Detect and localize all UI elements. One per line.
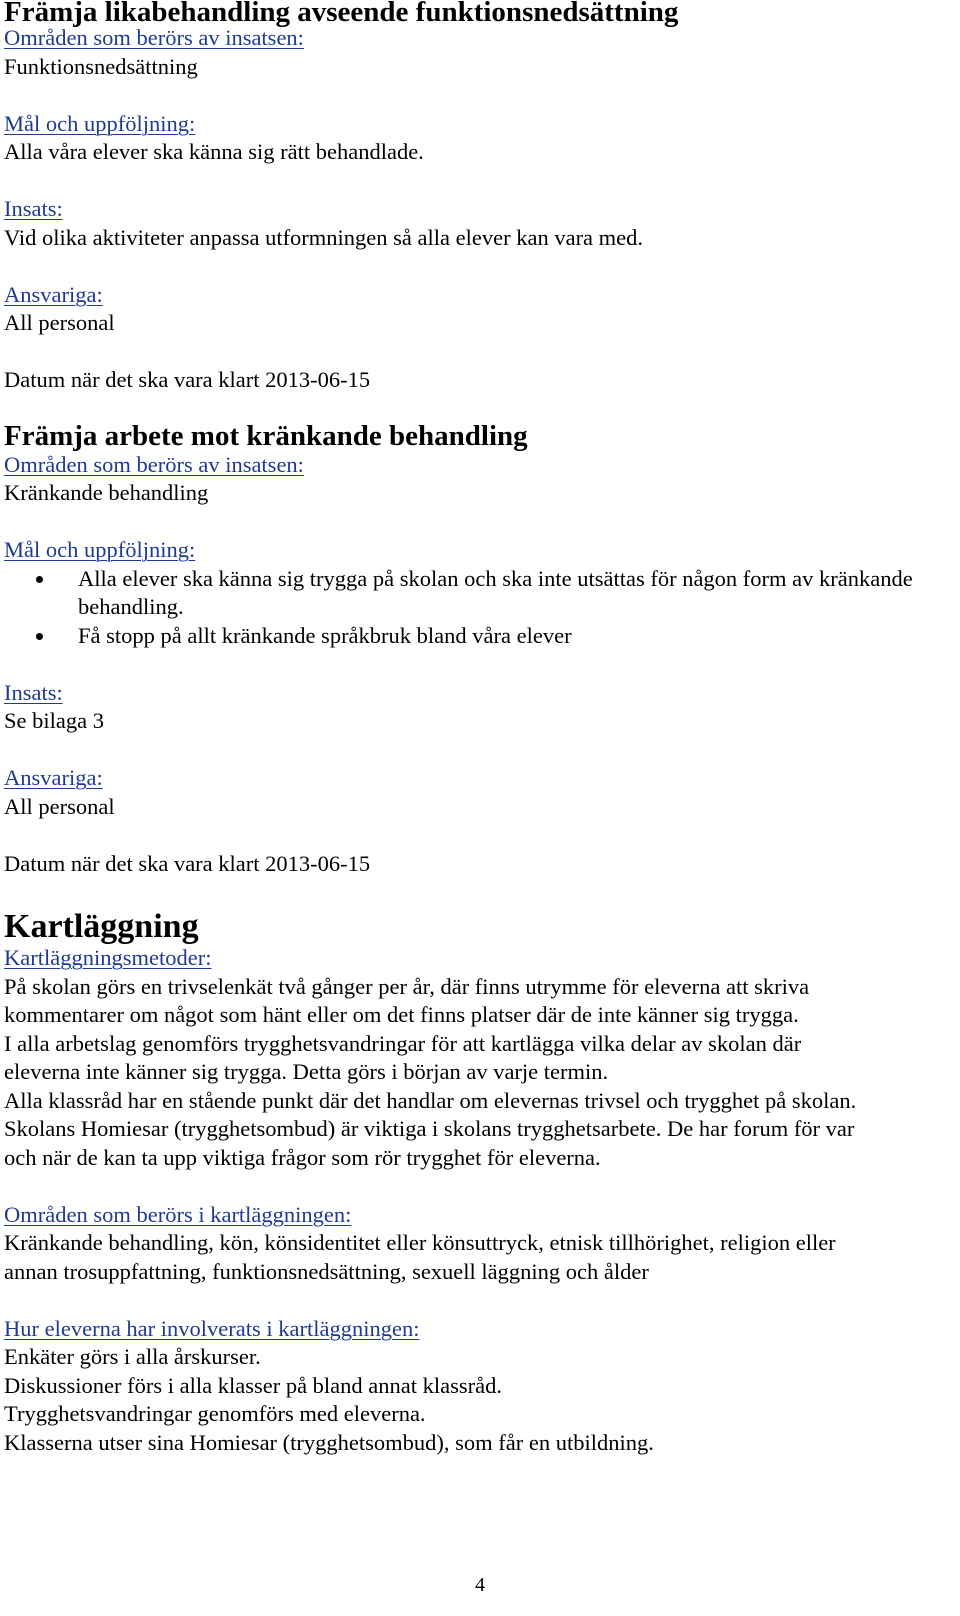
document-page [4, 0, 954, 1457]
involved-label: Hur eleverna har involverats i kartläggningen: [4, 1315, 420, 1341]
section-title: Främja likabehandling avseende funktionsnedsättning [4, 0, 679, 28]
text-line: På skolan görs en trivselenkät två gånger per år, där finns utrymme för eleverna att skriva [4, 973, 810, 999]
text-line: annan trosuppfattning, funktionsnedsättning, sexuell läggning och ålder [4, 1258, 649, 1284]
responsible-label: Ansvariga: [4, 281, 103, 307]
responsible-label: Ansvariga: [4, 765, 103, 790]
effort-label: Insats: [4, 679, 63, 705]
text-line: Klasserna utser sina Homiesar (trygghetsombud), som får en utbildning. [4, 1429, 654, 1455]
areas-label: Områden som berörs i kartläggningen: [4, 1201, 352, 1227]
text-line: och när de kan ta upp viktiga frågor som rör trygghet för eleverna. [4, 1144, 601, 1170]
section-title: Främja arbete mot kränkande behandling [4, 419, 528, 452]
text-line: Enkäter görs i alla årskurser. [4, 1344, 261, 1369]
areas-text [4, 1229, 954, 1286]
areas-value: Funktionsnedsättning [4, 53, 198, 79]
text-line: I alla arbetslag genomförs trygghetsvandringar för att kartlägga vilka delar av skolan där [4, 1030, 802, 1056]
section-krankande-behandling [4, 421, 954, 879]
text-line: Trygghetsvandringar genomförs med eleverna. [4, 1401, 426, 1426]
text-line: Diskussioner förs i alla klasser på bland annat klassråd. [4, 1372, 502, 1398]
section-likabehandling [4, 0, 954, 395]
bullet-icon [36, 576, 43, 583]
list-item: Få stopp på allt kränkande språkbruk bland våra elever [4, 622, 954, 651]
section-title: Kartläggning [4, 908, 199, 945]
section-kartlaggning [4, 910, 954, 1457]
effort-value: Vid olika aktiviteter anpassa utformningen så alla elever kan vara med. [4, 224, 644, 250]
responsible-value: All personal [4, 310, 115, 335]
effort-label: Insats: [4, 196, 63, 221]
responsible-value: All personal [4, 793, 115, 819]
goal-label: Mål och uppföljning: [4, 110, 196, 136]
date-text: Datum när det ska vara klart 2013-06-15 [4, 850, 371, 876]
methods-label: Kartläggningsmetoder: [4, 945, 212, 970]
text-line: eleverna inte känner sig trygga. Detta görs i början av varje termin. [4, 1059, 609, 1084]
areas-label: Områden som berörs av insatsen: [4, 451, 304, 477]
text-line: Skolans Homiesar (trygghetsombud) är viktiga i skolans trygghetsarbete. De har forum för var [4, 1116, 855, 1141]
involved-text [4, 1343, 954, 1457]
list-item: Alla elever ska känna sig trygga på skolan och ska inte utsättas för någon form av kränkande behandling. [4, 565, 954, 622]
methods-text [4, 973, 954, 1173]
effort-value: Se bilaga 3 [4, 708, 104, 733]
date-text: Datum när det ska vara klart 2013-06-15 [4, 367, 371, 392]
areas-value: Kränkande behandling [4, 480, 209, 505]
goal-list [4, 565, 954, 651]
text-line: kommentarer om något som hänt eller om det finns platser där de inte känner sig trygga. [4, 1002, 799, 1027]
goal-value: Alla våra elever ska känna sig rätt behandlade. [4, 139, 424, 164]
goal-label: Mål och uppföljning: [4, 537, 196, 562]
bullet-icon [36, 633, 43, 640]
page-number: 4 [475, 1574, 485, 1596]
text-line: Alla klassråd har en stående punkt där det handlar om elevernas trivsel och trygghet på skolan. [4, 1087, 857, 1113]
areas-label: Områden som berörs av insatsen: [4, 25, 304, 50]
text-line: Kränkande behandling, kön, könsidentitet eller könsuttryck, etnisk tillhörighet, religion eller [4, 1230, 836, 1255]
